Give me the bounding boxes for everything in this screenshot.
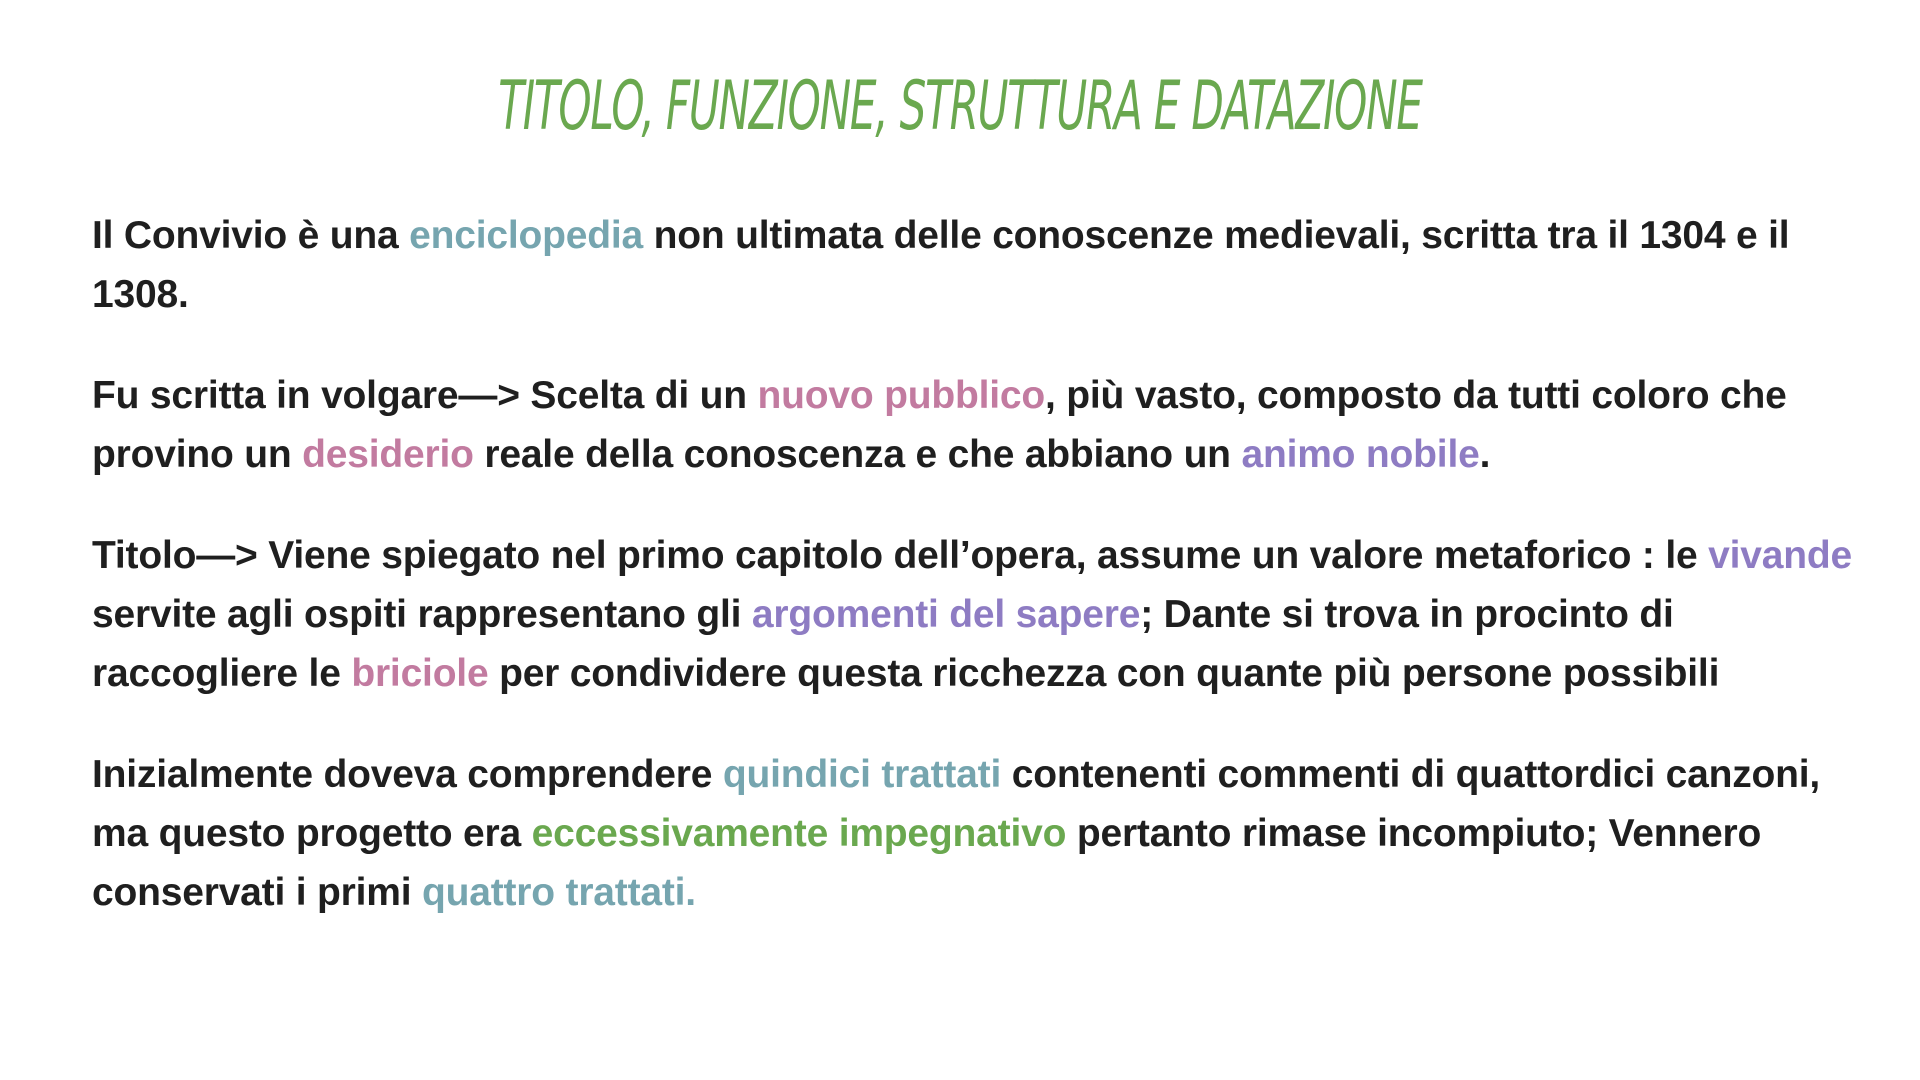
paragraph-volgare	[92, 366, 1852, 484]
text-segment: Titolo—> Viene spiegato nel primo capitolo dell’opera, assume un valore metaforico : le	[92, 534, 1709, 577]
page-title: TITOLO, FUNZIONE, STRUTTURA E DATAZIONE	[498, 67, 1422, 146]
paragraph-intro	[92, 206, 1852, 324]
text-segment: contenenti commenti di quattordici canzoni, ma questo progetto era	[92, 753, 1821, 855]
text-segment: .	[1479, 433, 1491, 476]
text-segment: servite agli ospiti rappresentano gli	[92, 593, 752, 636]
slide-content	[92, 206, 1852, 964]
highlight-quindici-trattati: quindici trattati	[722, 753, 1002, 796]
text-segment: Il Convivio è una	[92, 214, 410, 257]
paragraph-titolo	[92, 526, 1852, 703]
highlight-quattro-trattati: quattro trattati.	[422, 871, 696, 914]
text-segment: Inizialmente doveva comprendere	[92, 753, 723, 796]
highlight-animo-nobile: animo nobile	[1241, 433, 1480, 476]
paragraph-struttura	[92, 745, 1852, 922]
text-segment: per condividere questa ricchezza con quante più persone possibili	[488, 652, 1720, 695]
highlight-desiderio: desiderio	[302, 433, 474, 476]
highlight-eccessivamente-impegnativo: eccessivamente impegnativo	[531, 812, 1067, 855]
highlight-argomenti-del-sapere: argomenti del sapere	[751, 593, 1141, 636]
highlight-briciole: briciole	[351, 652, 489, 695]
text-segment: Fu scritta in volgare—> Scelta di un	[92, 374, 758, 417]
text-segment: non ultimata delle conoscenze medievali, scritta tra il 1304 e il 1308.	[92, 214, 1790, 316]
text-segment: , più vasto, composto da tutti coloro che provino un	[92, 374, 1787, 476]
text-segment: pertanto rimase incompiuto; Vennero conservati i primi	[92, 812, 1762, 914]
highlight-enciclopedia: enciclopedia	[409, 214, 643, 257]
text-segment: ; Dante si trova in procinto di raccogliere le	[92, 593, 1674, 695]
highlight-vivande: vivande	[1708, 534, 1852, 577]
text-segment: reale della conoscenza e che abbiano un	[473, 433, 1242, 476]
highlight-nuovo-pubblico: nuovo pubblico	[757, 374, 1046, 417]
